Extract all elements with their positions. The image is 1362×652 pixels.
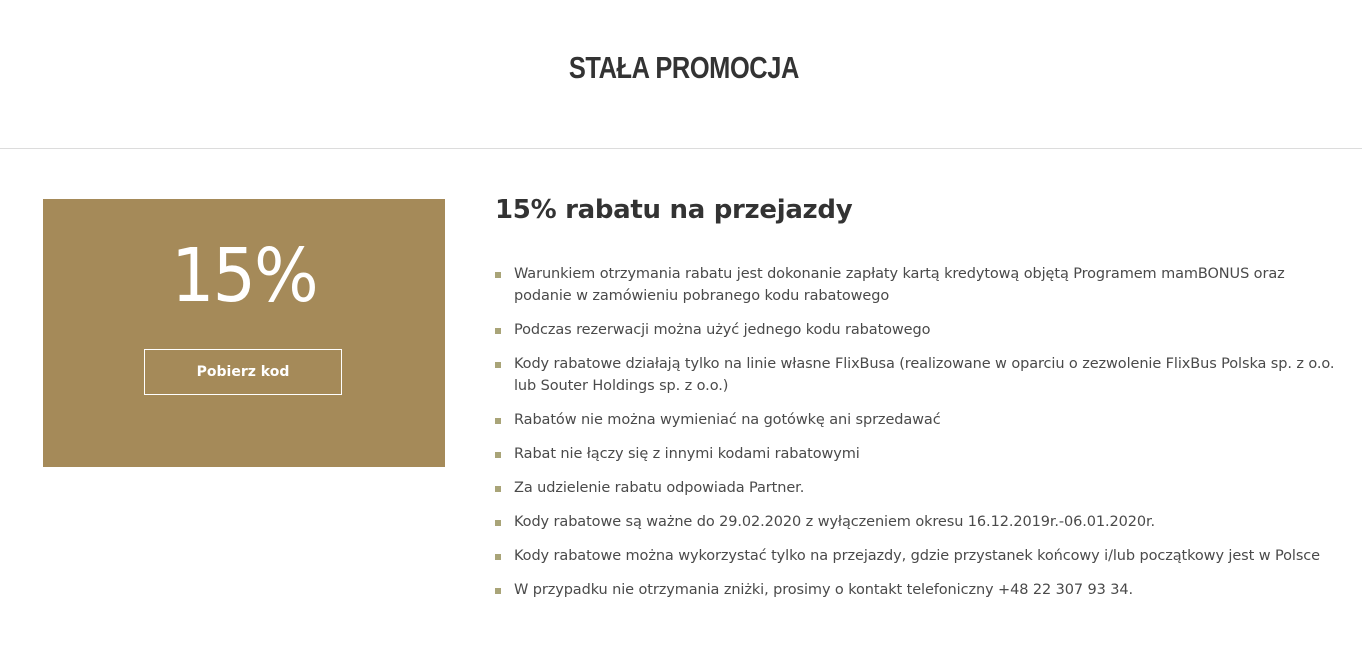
terms-list-item <box>495 409 1340 431</box>
terms-list-item <box>495 545 1340 567</box>
term-text: Warunkiem otrzymania rabatu jest dokonanie zapłaty kartą kredytową objętą Programem mamBONUS oraz podanie w zamówieniu pobranego kodu rabatowego <box>514 266 1285 304</box>
terms-list-item <box>495 579 1340 601</box>
bullet-icon <box>495 486 501 492</box>
promo-details <box>495 195 1340 613</box>
promo-title: 15% rabatu na przejazdy <box>495 195 853 225</box>
bullet-icon <box>495 418 501 424</box>
discount-value: 15% <box>171 233 317 319</box>
page-header <box>0 0 1362 149</box>
bullet-icon <box>495 520 501 526</box>
terms-list-item <box>495 263 1340 307</box>
bullet-icon <box>495 362 501 368</box>
terms-list-item <box>495 319 1340 341</box>
term-text: Podczas rezerwacji można użyć jednego kodu rabatowego <box>514 322 931 338</box>
page-title: STAŁA PROMOCJA <box>568 50 799 85</box>
promo-card <box>43 199 445 467</box>
terms-list-item <box>495 443 1340 465</box>
term-text: Kody rabatowe działają tylko na linie własne FlixBusa (realizowane w oparciu o zezwolenie FlixBus Polska sp. z o.o. lub Souter Holdings sp. z o.o.) <box>514 356 1335 394</box>
terms-list-item <box>495 353 1340 397</box>
terms-list-item <box>495 477 1340 499</box>
term-text: W przypadku nie otrzymania zniżki, prosimy o kontakt telefoniczny +48 22 307 93 34. <box>514 582 1134 598</box>
bullet-icon <box>495 588 501 594</box>
bullet-icon <box>495 554 501 560</box>
term-text: Rabatów nie można wymieniać na gotówkę ani sprzedawać <box>514 412 941 428</box>
term-text: Kody rabatowe są ważne do 29.02.2020 z wyłączeniem okresu 16.12.2019r.-06.01.2020r. <box>514 514 1156 530</box>
term-text: Kody rabatowe można wykorzystać tylko na przejazdy, gdzie przystanek końcowy i/lub początkowy jest w Polsce <box>514 548 1320 564</box>
term-text: Za udzielenie rabatu odpowiada Partner. <box>514 480 805 496</box>
bullet-icon <box>495 452 501 458</box>
bullet-icon <box>495 328 501 334</box>
get-code-button[interactable]: Pobierz kod <box>144 349 342 395</box>
terms-list <box>495 263 1340 601</box>
bullet-icon <box>495 272 501 278</box>
term-text: Rabat nie łączy się z innymi kodami rabatowymi <box>514 446 860 462</box>
terms-list-item <box>495 511 1340 533</box>
